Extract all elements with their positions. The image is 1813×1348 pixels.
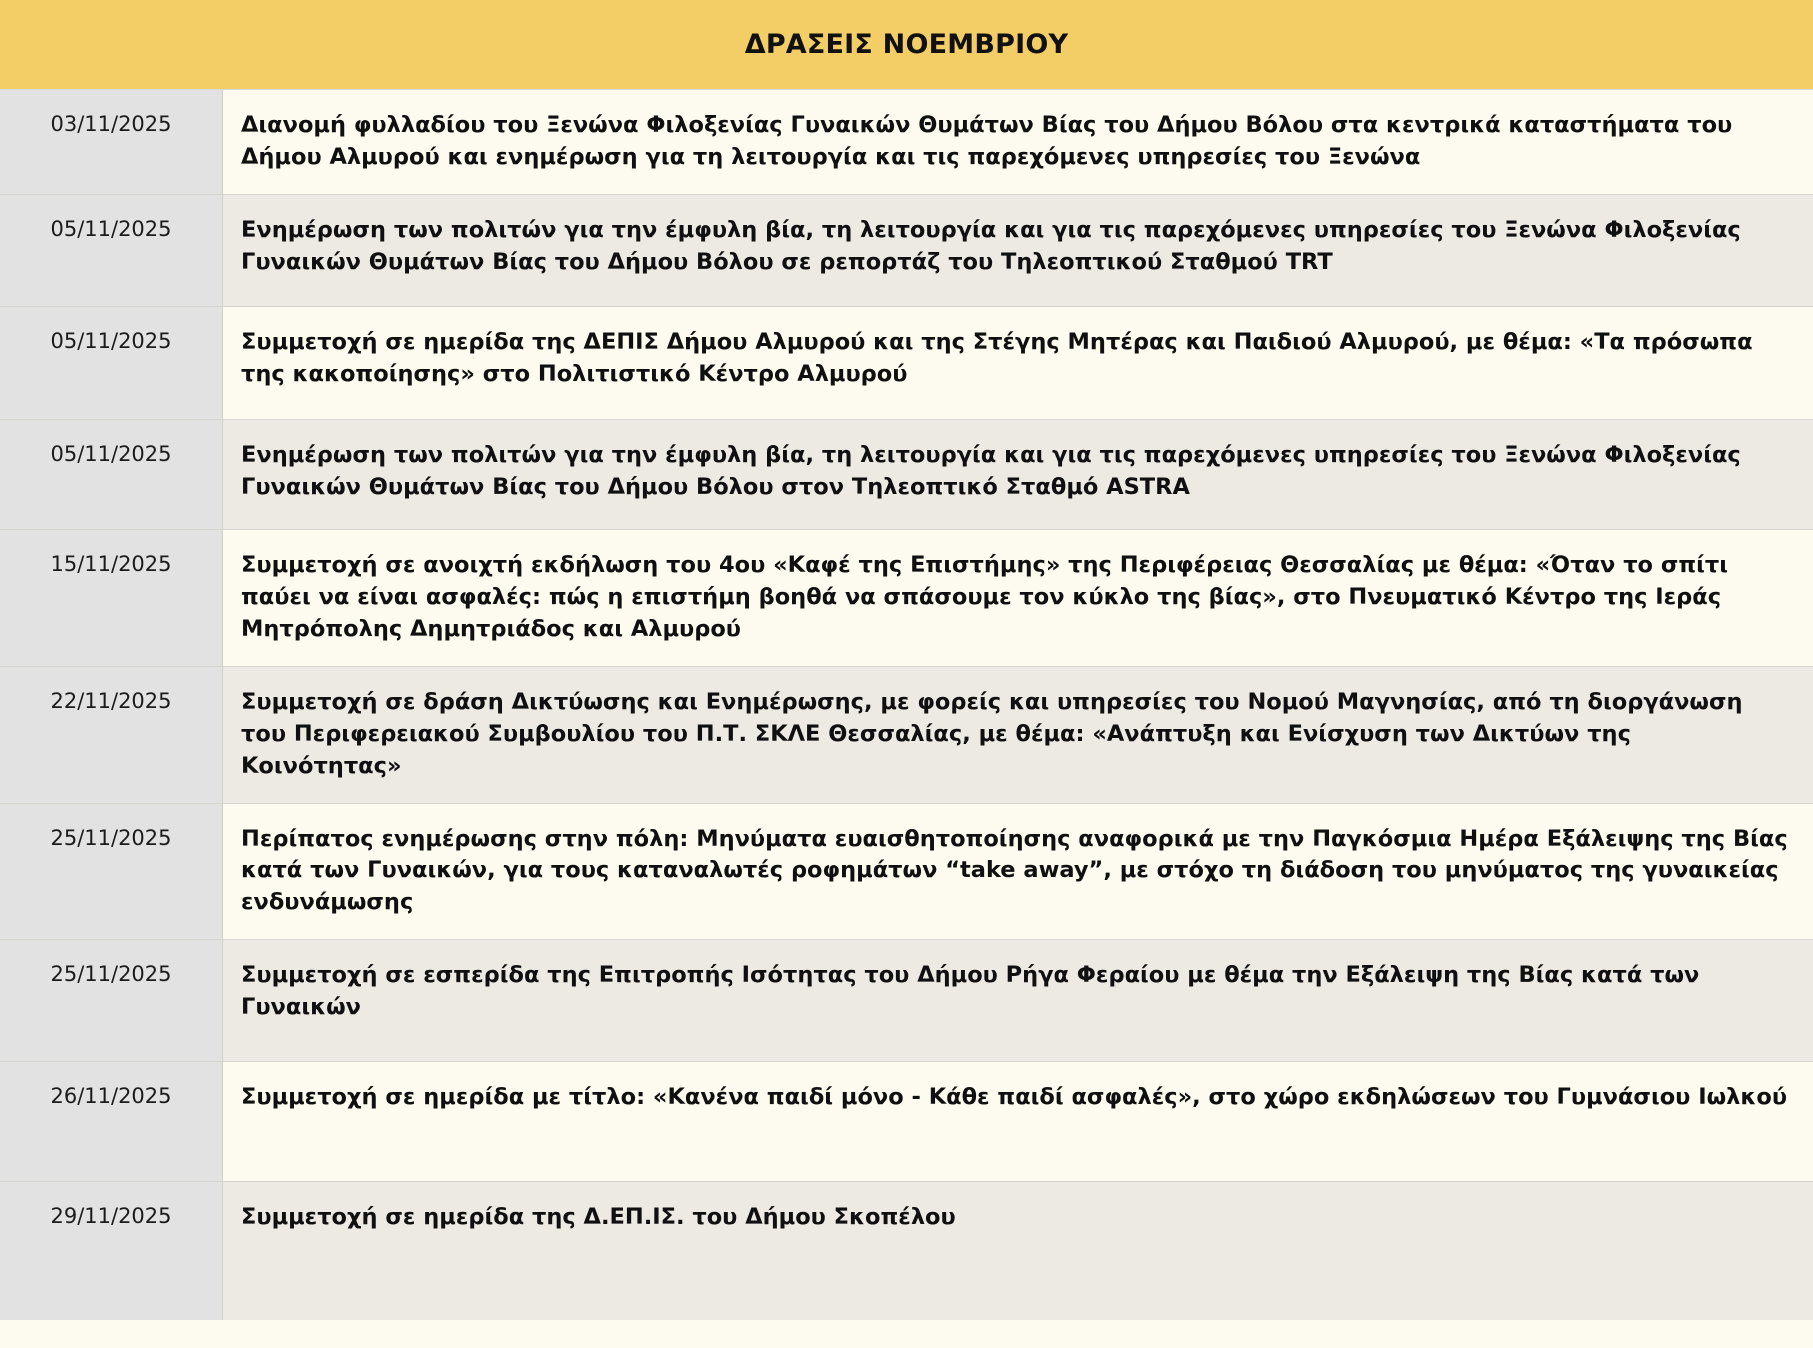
table-cell-date <box>0 195 223 306</box>
activity-date: 15/11/2025 <box>50 551 172 576</box>
table-cell-date <box>0 1062 223 1181</box>
activity-date: 05/11/2025 <box>50 216 172 241</box>
table-cell-date <box>0 90 223 194</box>
table-row <box>0 530 1813 667</box>
table-cell-description <box>223 195 1813 306</box>
activity-description: Περίπατος ενημέρωσης στην πόλη: Μηνύματα ευαισθητοποίησης αναφορικά με την Παγκόσμια Ημέρα Εξάλειψης της Βίας κατά των Γυναικών, για τους καταναλωτές ροφημάτων “take away”, με στόχο τη διάδοση του μηνύματος της γυναικείας ενδυνάμωσης <box>241 825 1788 916</box>
table-cell-description <box>223 940 1813 1061</box>
activity-description: Ενημέρωση των πολιτών για την έμφυλη βία, τη λειτουργία και για τις παρεχόμενες υπηρεσίες του Ξενώνα Φιλοξενίας Γυναικών Θυμάτων Βίας του Δήμου Βόλου σε ρεπορτάζ του Τηλεοπτικού Σταθμού TRT <box>241 216 1741 275</box>
activity-description: Συμμετοχή σε ημερίδα της Δ.ΕΠ.ΙΣ. του Δήμου Σκοπέλου <box>241 1204 956 1231</box>
activity-date: 22/11/2025 <box>50 688 172 713</box>
table-cell-description <box>223 1182 1813 1320</box>
activities-table <box>0 90 1813 1320</box>
table-row <box>0 420 1813 530</box>
table-row <box>0 804 1813 941</box>
table-row <box>0 940 1813 1062</box>
activity-description: Συμμετοχή σε εσπερίδα της Επιτροπής Ισότητας του Δήμου Ρήγα Φεραίου με θέμα την Εξάλειψη της Βίας κατά των Γυναικών <box>241 962 1700 1021</box>
activity-date: 03/11/2025 <box>50 112 172 136</box>
table-cell-date <box>0 940 223 1061</box>
activity-description: Διανομή φυλλαδίου του Ξενώνα Φιλοξενίας Γυναικών Θυμάτων Βίας του Δήμου Βόλου στα κεντρικά καταστήματα του Δήμου Αλμυρού και ενημέρωση για τη λειτουργία και τις παρεχόμενες υπηρεσίες του Ξενώνα <box>241 112 1733 170</box>
table-cell-date <box>0 667 223 803</box>
activity-date: 29/11/2025 <box>50 1204 172 1229</box>
table-cell-date <box>0 804 223 940</box>
table-cell-date <box>0 1182 223 1320</box>
table-row <box>0 90 1813 195</box>
page-title: ΔΡΑΣΕΙΣ ΝΟΕΜΒΡΙΟΥ <box>744 29 1069 60</box>
table-row <box>0 195 1813 307</box>
table-row <box>0 1182 1813 1320</box>
activity-description: Συμμετοχή σε ημερίδα της ΔΕΠΙΣ Δήμου Αλμυρού και της Στέγης Μητέρας και Παιδιού Αλμυρού, με θέμα: «Τα πρόσωπα της κακοποίησης» στο Πολιτιστικό Κέντρο Αλμυρού <box>241 328 1753 387</box>
table-cell-description <box>223 804 1813 940</box>
table-row <box>0 1062 1813 1182</box>
activity-description: Συμμετοχή σε ημερίδα με τίτλο: «Κανένα παιδί μόνο - Κάθε παιδί ασφαλές», στο χώρο εκδηλώσεων του Γυμνάσιου Ιωλκού <box>241 1084 1788 1111</box>
activity-date: 05/11/2025 <box>50 328 172 353</box>
table-row <box>0 667 1813 804</box>
table-cell-date <box>0 420 223 529</box>
table-row <box>0 307 1813 420</box>
table-cell-description <box>223 420 1813 529</box>
table-cell-date <box>0 530 223 666</box>
table-cell-description <box>223 1062 1813 1181</box>
document-title-banner <box>0 0 1813 90</box>
table-cell-description <box>223 90 1813 194</box>
table-cell-description <box>223 307 1813 419</box>
table-cell-date <box>0 307 223 419</box>
activity-description: Συμμετοχή σε δράση Δικτύωσης και Ενημέρωσης, με φορείς και υπηρεσίες του Νομού Μαγνησίας, από τη διοργάνωση του Περιφερειακού Συμβουλίου του Π.Τ. ΣΚΛΕ Θεσσαλίας, με θέμα: «Ανάπτυξη και Ενίσχυση των Δικτύων της Κοινότητας» <box>241 688 1743 779</box>
table-cell-description <box>223 530 1813 666</box>
activity-date: 25/11/2025 <box>50 825 172 850</box>
activity-description: Συμμετοχή σε ανοιχτή εκδήλωση του 4ου «Καφέ της Επιστήμης» της Περιφέρειας Θεσσαλίας με θέμα: «Όταν το σπίτι παύει να είναι ασφαλές: πώς η επιστήμη βοηθά να σπάσουμε τον κύκλο της βίας», στο Πνευματικό Κέντρο της Ιεράς Μητρόπολης Δημητριάδος και Αλμυρού <box>241 551 1729 642</box>
activity-description: Ενημέρωση των πολιτών για την έμφυλη βία, τη λειτουργία και για τις παρεχόμενες υπηρεσίες του Ξενώνα Φιλοξενίας Γυναικών Θυμάτων Βίας του Δήμου Βόλου στον Τηλεοπτικό Σταθμό ASTRA <box>241 441 1741 500</box>
activity-date: 25/11/2025 <box>50 962 172 987</box>
table-cell-description <box>223 667 1813 803</box>
activity-date: 05/11/2025 <box>50 441 172 466</box>
activity-date: 26/11/2025 <box>50 1084 172 1109</box>
